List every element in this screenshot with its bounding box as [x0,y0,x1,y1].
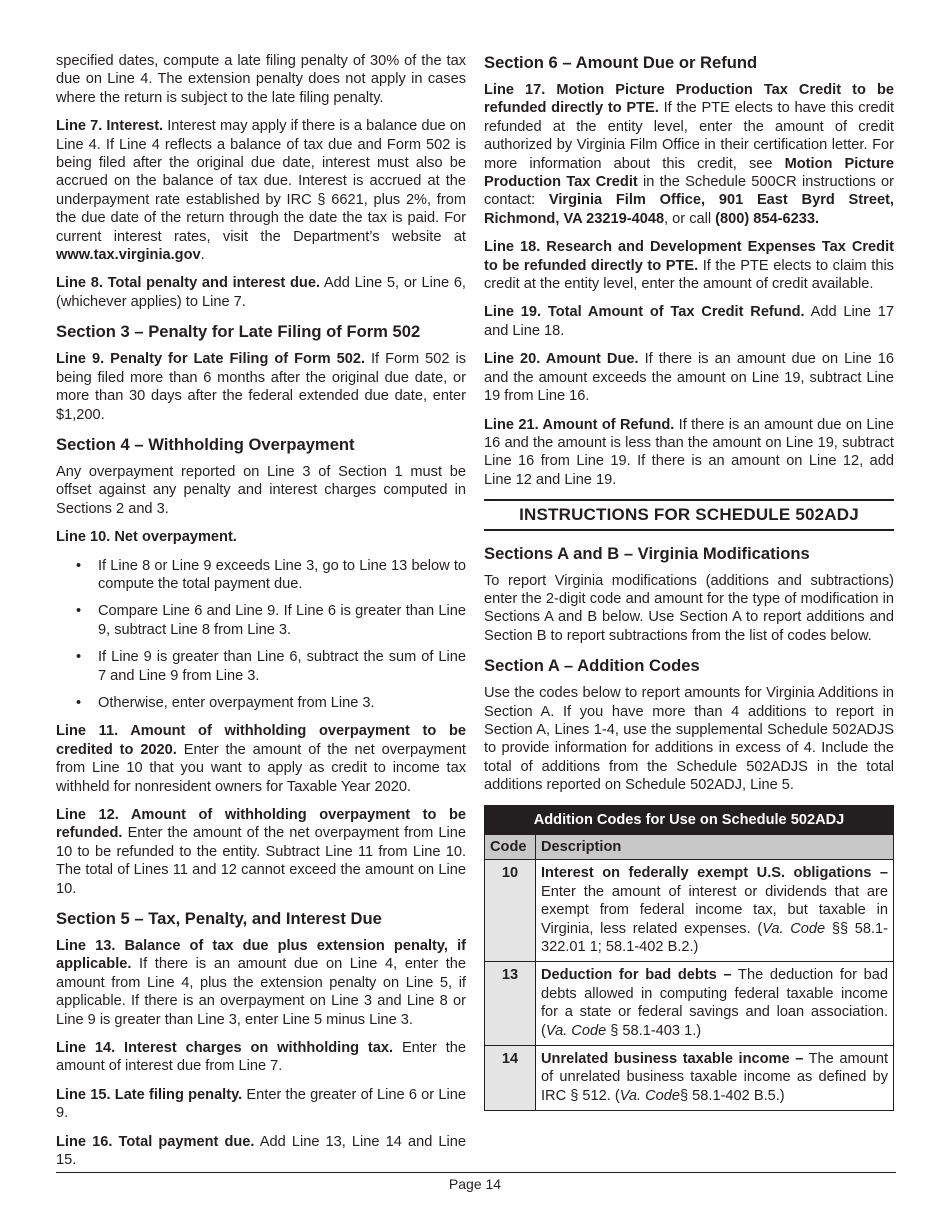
page-number: Page 14 [448,1176,502,1192]
line-20-title: Line 20. Amount Due. [484,351,639,368]
paragraph-line-14: Line 14. Interest charges on withholding tax. Enter the amount of interest due from Line 7. [56,1040,466,1075]
paragraph-line-17: Line 17. Motion Picture Production Tax Credit to be refunded directly to PTE. If the PTE elects to have this credit refunded at the entity level, enter the amount of credit authorized by Virginia Film Office in their certification letter. For more information about this credit, see Motion Picture Production Tax Credit in the Schedule 500CR instructions or contact: Virginia Film Office, 901 East Byrd Street, Richmond, VA 23219-4048, or call (800) 854-6233. [484,82,895,227]
right-column [484,52,894,1111]
heading-section-4: Section 4 – Withholding Overpayment [56,434,355,454]
line-12-title: Line 12. Amount of withholding overpayment to be refunded. [56,807,466,842]
addition-codes-table [484,805,894,1112]
line-7-title: Line 7. Interest. [56,118,164,135]
bullet-icon: • [76,603,82,620]
paragraph-line-13: Line 13. Balance of tax due plus extension penalty, if applicable. If there is an amount due on Line 4, enter the amount from Line 4, plus the extension penalty on Line 5, if applicable. If there is an overpayment on Line 3 and Line 8 or Line 9 is greater than Line 3, enter Line 5 minus Line 3. [56,938,466,1028]
column-header-code: Code [485,835,536,860]
column-header-description: Description [536,835,894,860]
paragraph-line-19: Line 19. Total Amount of Tax Credit Refund. Add Line 17 and Line 18. [484,304,894,339]
description-cell: Interest on federally exempt U.S. obligations – Enter the amount of interest or dividends that are exempt from federal income tax, but taxable in Virginia, less related expenses. (Va. Code §§ 58.1-322.01 1; 58.1-402 B.2.) [536,860,894,962]
table-row [485,962,894,1046]
paragraph-line-10 [56,528,466,546]
line-10-bullet-list [56,557,466,713]
paragraph-line-20: Line 20. Amount Due. If there is an amount due on Line 16 and the amount exceeds the amount on Line 19, subtract Line 19 from Line 16. [484,351,894,405]
paragraph-line-21: Line 21. Amount of Refund. If there is an amount due on Line 16 and the amount is less than the amount on Line 19, subtract Line 16 from Line 19. If there is an amount on Line 12, add Line 12 and Line 19. [484,416,895,488]
list-item: • Compare Line 6 and Line 9. If Line 6 is greater than Line 9, subtract Line 8 from Line 3. [76,603,466,638]
paragraph-line-11: Line 11. Amount of withholding overpayment to be credited to 2020. Enter the amount of the net overpayment from Line 10 that you want to apply as credit to income tax withheld for nonresident owners for Taxable Year 2020. [56,723,466,795]
line-10-title: Line 10. Net overpayment. [56,529,237,546]
left-column [56,52,466,1180]
code-cell: 10 [485,860,536,962]
list-item: • Otherwise, enter overpayment from Line 3. [76,694,375,711]
paragraph-line-15: Line 15. Late filing penalty. Enter the greater of Line 6 or Line 9. [56,1086,466,1122]
paragraph-line-18: Line 18. Research and Development Expenses Tax Credit to be refunded directly to PTE. If the PTE elects to claim this credit at the entity level, enter the amount of credit available. [484,239,894,293]
heading-section-3: Section 3 – Penalty for Late Filing of Form 502 [56,322,421,342]
code-cell: 14 [485,1046,536,1111]
line-15-title: Line 15. Late filing penalty. [56,1086,243,1103]
line-14-title: Line 14. Interest charges on withholding tax. [56,1040,394,1057]
paragraph-line-9: Line 9. Penalty for Late Filing of Form 502. If Form 502 is being filed more than 6 months after the original due date, or more than 30 days after the federal extended due date, enter $1,200. [56,351,466,423]
code-cell: 13 [485,962,536,1046]
heading-section-a: Section A – Addition Codes [484,656,700,676]
line-13-title: Line 13. Balance of tax due plus extension penalty, if applicable. [56,938,466,973]
film-office-address: Virginia Film Office, 901 East Byrd Street, Richmond, VA 23219-4048 [484,192,894,227]
list-item: • If Line 9 is greater than Line 6, subtract the sum of Line 7 and Line 9 from Line 3. [76,649,466,684]
table-caption: Addition Codes for Use on Schedule 502ADJ [485,805,894,834]
footer-divider [56,1172,896,1173]
bullet-icon: • [76,649,82,666]
schedule-502adj-banner: INSTRUCTIONS FOR SCHEDULE 502ADJ [484,499,894,530]
film-office-phone: (800) 854-6233. [715,210,820,227]
paragraph-sections-a-b: To report Virginia modifications (additions and subtractions) enter the 2-digit code and amount for the type of modification in Sections A and B below. Use Section A to report additions and Section B to report subtractions from the list of codes below. [484,572,894,644]
bullet-icon: • [76,694,82,711]
paragraph-line-7: Line 7. Interest. Interest may apply if there is a balance due on Line 4. If Line 4 reflects a balance of tax due and Form 502 is being filed after the original due date, interest must also be accrued on the balance of tax due. Interest is accrued at the underpayment rate established by IRC § 6621, plus 2%, from the due date of the return through the date the tax is paid. For current interest rates, visit the Department’s website at www.tax.virginia.gov. [56,118,466,264]
paragraph-section-a: Use the codes below to report amounts for Virginia Additions in Section A. If you have more than 4 additions to report in Section A, Lines 1-4, use the supplemental Schedule 502ADJS to provide information for additions in excess of 4. Include the total of additions from the Schedule 502ADJS in the total additions reported on Schedule 502ADJ, Line 5. [484,685,894,794]
bullet-icon: • [76,557,82,574]
heading-section-6: Section 6 – Amount Due or Refund [484,53,758,72]
paragraph-line-8: Line 8. Total penalty and interest due. Add Line 5, or Line 6, (whichever applies) to Line 7. [56,275,466,310]
paragraph-line-16: Line 16. Total payment due. Add Line 13, Line 14 and Line 15. [56,1133,466,1169]
line-16-title: Line 16. Total payment due. [56,1133,255,1150]
line-19-title: Line 19. Total Amount of Tax Credit Refund. [484,304,805,321]
list-item: • If Line 8 or Line 9 exceeds Line 3, go to Line 13 below to compute the total payment due. [76,557,466,592]
table-row [485,860,894,962]
line-9-title: Line 9. Penalty for Late Filing of Form 502. [56,351,365,368]
heading-section-5: Section 5 – Tax, Penalty, and Interest Due [56,909,382,929]
paragraph-late-filing-continued: specified dates, compute a late filing penalty of 30% of the tax due on Line 4. The extension penalty does not apply in cases where the return is subject to the late filing penalty. [56,53,466,106]
line-17-title: Line 17. Motion Picture Production Tax Credit to be refunded directly to PTE. [484,82,894,117]
line-8-title: Line 8. Total penalty and interest due. [56,275,321,292]
tax-website-link[interactable]: www.tax.virginia.gov [56,247,201,264]
description-cell: Deduction for bad debts – The deduction for bad debts allowed in computing federal taxable income for a state or federal savings and loan association. (Va. Code § 58.1-403 1.) [536,962,894,1046]
line-21-title: Line 21. Amount of Refund. [484,416,675,433]
paragraph-section-4-intro: Any overpayment reported on Line 3 of Section 1 must be offset against any penalty and interest charges computed in Sections 2 and 3. [56,463,466,517]
line-18-title: Line 18. Research and Development Expenses Tax Credit to be refunded directly to PTE. [484,239,894,274]
description-cell: Unrelated business taxable income – The amount of unrelated business taxable income as defined by IRC § 512. (Va. Code§ 58.1-402 B.5.) [536,1046,894,1111]
table-row [485,1046,894,1111]
paragraph-line-12: Line 12. Amount of withholding overpayment to be refunded. Enter the amount of the net overpayment from Line 10 to be refunded to the entity. Subtract Line 11 from Line 10. The total of Lines 11 and 12 cannot exceed the amount on Line 10. [56,807,466,897]
line-11-title: Line 11. Amount of withholding overpayment to be credited to 2020. [56,723,466,758]
heading-sections-a-b: Sections A and B – Virginia Modifications [484,543,810,563]
